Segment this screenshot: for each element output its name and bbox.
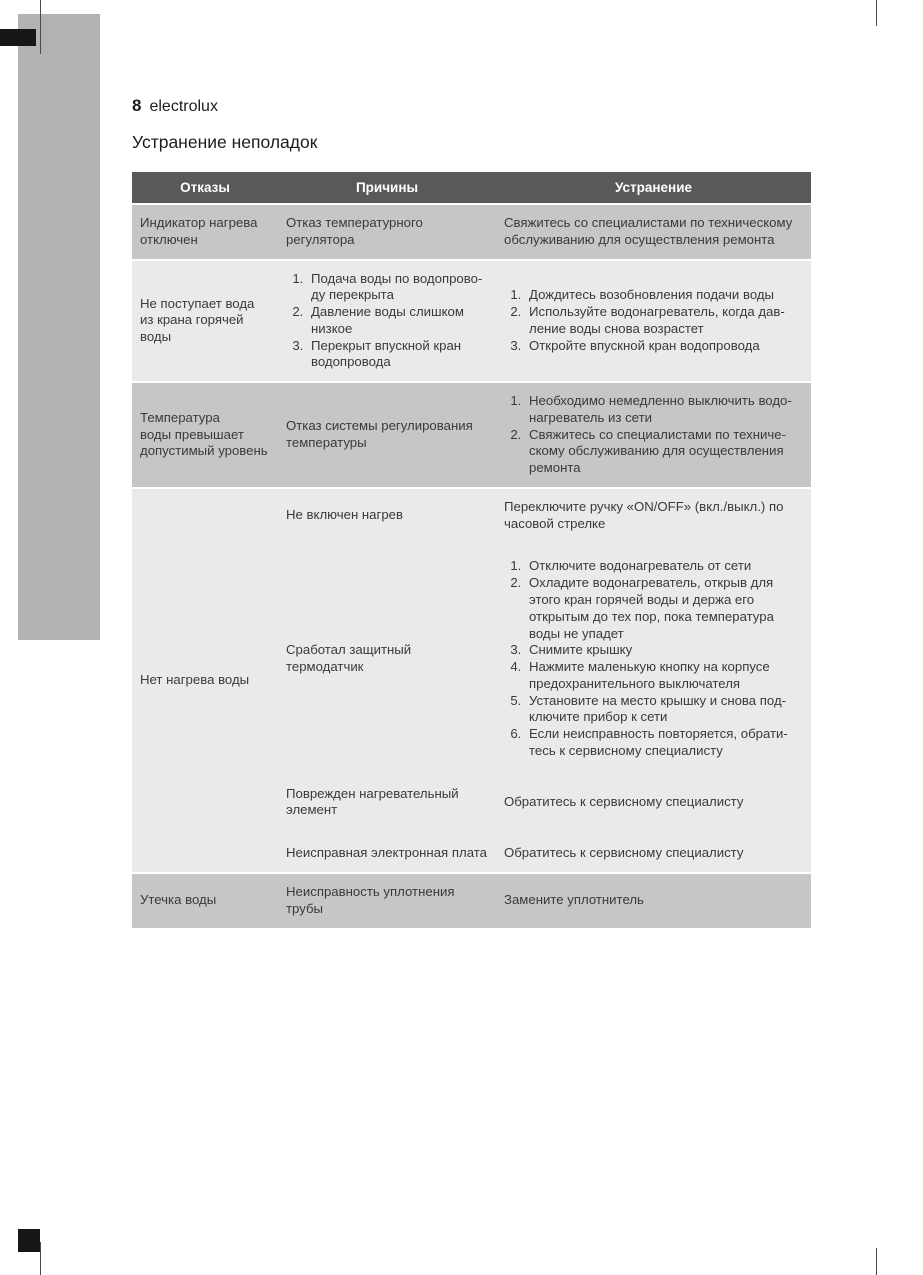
failure-cell (132, 874, 278, 928)
cause-block (286, 215, 488, 249)
remedy-list-item: 6. Если неисправность повторяется, обрати- тесь к сервисному специалисту (525, 726, 799, 760)
failure-cell (132, 489, 278, 872)
remedy-cell (496, 493, 811, 539)
remedy-cell (496, 839, 811, 868)
remedy-text: Обратитесь к сервисному специалисту (504, 845, 744, 861)
remedy-list-item: 1. Отключите водонагреватель от сети (525, 558, 799, 575)
cause-text: Неисправная электронная плата (286, 845, 487, 861)
remedy-list-item: 2. Свяжитесь со специалистами по техниче- скому обслуживанию для осуществления ремонта (525, 427, 799, 477)
cause-text: Отказ температурного регулятора (286, 215, 423, 247)
remedy-cell (496, 788, 811, 817)
table-row (132, 205, 811, 261)
failure-cell (132, 261, 278, 382)
remedy-cell (496, 387, 811, 483)
failure-cell (132, 383, 278, 487)
failure-text: Не поступает вода из крана горячей воды (140, 295, 255, 345)
cause-text: Не включен нагрев (286, 507, 403, 523)
cause-remedy-pair (278, 552, 811, 765)
remedy-list-item: 3. Снимите крышку (525, 642, 799, 659)
crop-mark-top-left (0, 29, 36, 46)
crop-line-bottom-left (40, 1242, 41, 1275)
remedy-block (504, 892, 799, 909)
crop-line-bottom-right (876, 1248, 877, 1275)
header-cell-failures: Отказы (180, 179, 230, 195)
cause-list-item: 2. Давление воды слишком низкое (307, 304, 488, 338)
page-content (132, 96, 811, 930)
cause-block (286, 786, 488, 820)
cause-remedy-pair (278, 839, 811, 868)
crop-line-top-left (40, 0, 41, 54)
remedy-list (504, 287, 799, 354)
cause-remedy-pair (278, 209, 811, 255)
cause-block (286, 418, 488, 452)
cause-list-item: 3. Перекрыт впускной кран водопровода (307, 338, 488, 372)
remedy-block (504, 393, 799, 477)
remedy-cell (496, 886, 811, 915)
remedy-block (504, 558, 799, 759)
remedy-block (504, 499, 799, 533)
remedy-list-item: 1. Дождитесь возобновления подачи воды (525, 287, 799, 304)
cause-text: Сработал защитный термодатчик (286, 642, 412, 675)
remedy-cell (496, 209, 811, 255)
cause-list (286, 271, 488, 372)
failure-text: Нет нагрева воды (140, 672, 250, 688)
cause-block (286, 642, 488, 676)
cause-cell (278, 412, 496, 458)
failure-text: Индикатор нагрева отключен (140, 215, 258, 247)
cause-remedy-pairs (278, 261, 811, 382)
cause-cell (278, 780, 496, 826)
page-number: 8 (132, 96, 142, 115)
cause-list-item: 1. Подача воды по водопрово- ду перекрыта (307, 271, 488, 305)
remedy-block (504, 845, 799, 862)
cause-cell (278, 878, 496, 924)
remedy-block (504, 287, 799, 354)
remedy-list-item: 3. Откройте впускной кран водопровода (525, 338, 799, 355)
remedy-block (504, 794, 799, 811)
cause-cell (278, 501, 496, 530)
header-cell-remedies: Устранение (614, 179, 693, 195)
table-row (132, 383, 811, 489)
failure-cell (132, 205, 278, 259)
cause-remedy-pair (278, 493, 811, 539)
table-row (132, 874, 811, 930)
remedy-text: Свяжитесь со специалистами по техническому обслуживанию для осуществления ремонта (504, 215, 793, 247)
remedy-cell (496, 281, 811, 360)
remedy-list-item: 2. Охладите водонагреватель, открыв для этого кран горячей воды и держа его открытым до тех пор, пока температура воды не упадет (525, 575, 799, 642)
page-title: Устранение неполадок (132, 132, 318, 152)
remedy-list-item: 4. Нажмите маленькую кнопку на корпусе предохранительного выключателя (525, 659, 799, 693)
remedy-list-item: 1. Необходимо немедленно выключить водо- нагреватель из сети (525, 393, 799, 427)
cause-text: Поврежден нагревательный элемент (286, 785, 459, 818)
cause-remedy-pair (278, 780, 811, 826)
remedy-text: Переключите ручку «ON/OFF» (вкл./выкл.) по часовой стрелке (504, 498, 784, 531)
cause-cell (278, 636, 496, 682)
remedy-text: Обратитесь к сервисному специалисту (504, 794, 744, 810)
cause-block (286, 507, 488, 524)
failure-text: Утечка воды (140, 892, 217, 908)
margin-band (18, 14, 100, 640)
table-row (132, 489, 811, 874)
page-header (132, 96, 811, 116)
brand-name: electrolux (149, 98, 218, 115)
cause-block (286, 845, 488, 862)
cause-cell (278, 839, 496, 868)
table-row (132, 261, 811, 384)
header-cell-causes: Причины (355, 179, 419, 195)
cause-remedy-pair (278, 265, 811, 378)
cause-block (286, 884, 488, 918)
remedy-list (504, 558, 799, 759)
troubleshooting-table (132, 172, 811, 930)
remedy-text: Замените уплотнитель (504, 892, 644, 908)
remedy-cell (496, 552, 811, 765)
remedy-list-item: 5. Установите на место крышку и снова под- ключите прибор к сети (525, 693, 799, 727)
cause-cell (278, 209, 496, 255)
table-header-row (132, 172, 811, 205)
cause-remedy-pairs (278, 874, 811, 928)
cause-text: Отказ системы регулирования температуры (286, 418, 473, 451)
remedy-list (504, 393, 799, 477)
cause-block (286, 271, 488, 372)
table-body (132, 205, 811, 930)
cause-remedy-pairs (278, 383, 811, 487)
cause-remedy-pairs (278, 489, 811, 872)
cause-cell (278, 265, 496, 378)
cause-text: Неисправность уплотнения трубы (286, 883, 455, 916)
failure-text: Температура воды превышает допустимый уровень (140, 409, 268, 459)
remedy-block (504, 215, 799, 249)
cause-remedy-pair (278, 878, 811, 924)
remedy-list-item: 2. Используйте водонагреватель, когда дав- ление воды снова возрастет (525, 304, 799, 338)
crop-line-top-right (876, 0, 877, 26)
cause-remedy-pair (278, 387, 811, 483)
crop-mark-bottom-left (18, 1229, 40, 1252)
cause-remedy-pairs (278, 205, 811, 259)
